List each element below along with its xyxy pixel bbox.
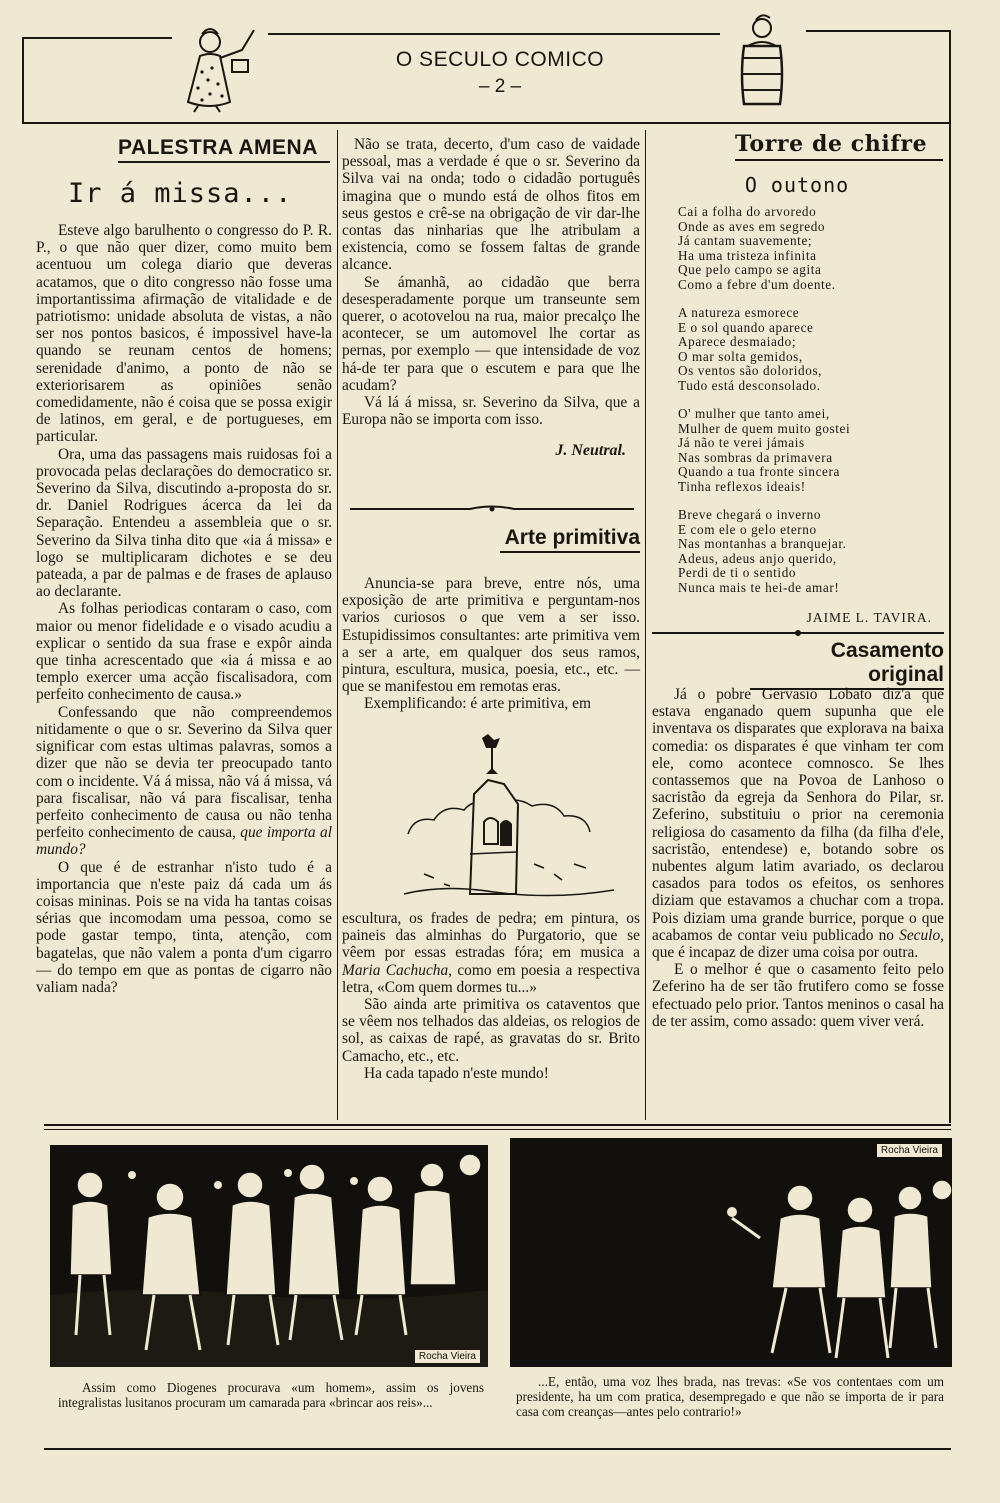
casamento-body xyxy=(652,686,944,1030)
poem-line: O' mulher que tanto amei, xyxy=(678,406,830,421)
cartoon-left xyxy=(50,1145,488,1367)
poem-line: Mulher de quem muito gostei xyxy=(678,420,851,436)
arte-closing: Ha cada tapado n'este mundo! xyxy=(364,1064,549,1082)
poem-title: O outono xyxy=(744,173,850,197)
casamento-paragraph-text: Já o pobre Gervasio Lobato diz'a que estava enganado quem supunha que ele inventava os disparates que explorava na baixa comedia: os disparates é que vinham ter com ele, como acontece comnosco. Se lhes contassemos que na Povoa de Lanhoso o sacristão da egreja da Senhora do Pilar, sr. Zeferino, substituiu o prior na ceremonia religiosa do casamento da filha (da filha d'ele, sacristão, entendese) e, botando sobre os nubentes algum latim avariado, os declarou casados para todos os efeitos, os senhores diziam que estavamos a chuchar com a tropa. Pois diziam uma grande burrice, porque o que acabamos de contar veiu publicado no xyxy=(652,686,944,944)
poem-author: JAIME L. TAVIRA. xyxy=(806,610,932,625)
palestra-paragraph: As folhas periodicas contaram o caso, com maior ou menor fidelidade e o visado acudiu a explicar o sentido da sua frase e expôr ainda que tinha acrescentado que «ia á missa e ao templo exercer uma acção fiscalisadora, com perfeito conhecimento de causa.» xyxy=(36,600,332,704)
ornamental-divider-icon xyxy=(350,504,634,514)
arte-italic-title: Maria Cachucha, xyxy=(342,961,453,979)
poem-line: O mar solta gemidos, xyxy=(678,348,803,364)
palestra-signature: J. Neutral. xyxy=(555,442,626,460)
bottom-rule-2 xyxy=(44,1129,951,1130)
poem-line: E o sol quando aparece xyxy=(678,319,814,335)
footer-rule xyxy=(44,1448,951,1450)
palestra-paragraph: Se ámanhã, ao cidadão que berra desesperadamente porque um transeunte sem querer, o acotovelou na rua, maior precalço lhe acontecer, se um automovel lhe cortar as pernas, por exemplo — que intensidade de voz há-de ter para que o escutem e para que lhe acudam? xyxy=(342,273,640,394)
palestra-continuation xyxy=(342,136,640,460)
arte-body xyxy=(342,575,640,713)
cartoon-left-signature: Rocha Vieira xyxy=(415,1350,480,1363)
poem-line: Como a febre d'um doente. xyxy=(678,276,836,292)
poem-line: Que pelo campo se agita xyxy=(678,262,822,277)
poem-line: Nas sombras da primavera xyxy=(678,449,833,465)
casamento-heading-block xyxy=(750,639,944,689)
poem-line: Breve chegará o inverno xyxy=(678,507,822,522)
top-rule-right xyxy=(806,30,951,32)
poem-stanza xyxy=(678,205,942,292)
arte-underline xyxy=(500,551,640,553)
small-divider-icon xyxy=(652,629,944,637)
torre-heading: Torre de chifre xyxy=(735,131,928,157)
poem-line: Já cantam suavemente; xyxy=(678,233,813,248)
column-divider-1 xyxy=(337,130,338,1120)
top-rule-center xyxy=(268,33,720,35)
masthead-title: O SECULO COMICO xyxy=(395,48,605,71)
torre-heading-block xyxy=(735,131,943,159)
poem-line: Quando a tua fronte sincera xyxy=(678,464,840,479)
arte-paragraph-text: como em poesia a respectiva letra, «Com quem dormes tu...» xyxy=(342,961,641,996)
girl-vignette-icon xyxy=(172,22,262,114)
casamento-paragraph: E o melhor é que o casamento feito pelo Zeferino ha de ser tão frutifero como se fosse efectuado pelo prior. Tantos meninos o casal ha de ter assim, como assado: quem viver verá. xyxy=(652,961,944,1030)
casamento-italic-word: Seculo, xyxy=(899,926,944,944)
arte-paragraph: Anuncia-se para breve, entre nós, uma exposição de arte primitiva e perguntam-nos varios curiosos o que vem a ser isso. Estupidissimos consultantes: arte primitiva vem a ser a arte, em qualquer dos seus ramos, pintura, escultura, musica, poesia, etc., etc. — que se manifestou em remotas eras. xyxy=(342,575,640,696)
arte-paragraph: Exemplificando: é arte primitiva, em xyxy=(364,695,591,713)
arte-paragraph xyxy=(342,910,640,996)
poem-line: Tudo está desconsolado. xyxy=(678,377,821,393)
casamento-paragraph xyxy=(652,686,944,961)
palestra-paragraph: O que é de estranhar n'isto tudo é a importancia que n'este paiz dá cada um ás coisas mininas. Pois se na vida ha tantas coisas sérias que incomodam uma pessoa, como se pode gastar tempo, tinta, atenção, com bagatelas, que não valem a ponta d'um cigarro — do tempo em que as pontas de cigarro não valiam nada? xyxy=(36,858,332,996)
cartoon-left-caption: Assim como Diogenes procurava «um homem», assim os jovens integralistas lusitanos procuram um camarada para «brincar aos reis»... xyxy=(58,1380,484,1410)
arte-paragraph-text: escultura, os frades de pedra; em pintura, os paineis das alminhas do Purgatorio, que se vêem por essas estradas fóra; em musica a xyxy=(342,910,640,962)
poem-line: Onde as aves em segredo xyxy=(678,218,826,234)
frame-right xyxy=(949,30,951,1123)
casamento-heading: Casamento original xyxy=(830,639,944,686)
poem-line: Adeus, adeus anjo querido, xyxy=(678,550,837,566)
arte-paragraph: São ainda arte primitiva os cataventos que se vêem nos telhados das aldeias, os relogios de sol, as caixas de rapé, as gravatas do sr. Brito Camacho, etc., etc. xyxy=(342,996,640,1065)
cartoon-right-drawing xyxy=(510,1138,952,1367)
cartoon-right xyxy=(510,1138,952,1367)
palestra-paragraph: Ora, uma das passagens mais ruidosas foi a provocada pelas declarações do democratico sr. Severino da Silva, discutindo a-proposta do sr. dr. Daniel Rodrigues ácerca da lei da Separação. Entendeu a assembleia que o sr. Severino da Silva tinha dito que «ia á missa» e logo se multiplicaram dichotes e se deu pateada, a par de palmas e de frases de aplauso ao declarante. xyxy=(36,445,332,601)
palestra-italic-phrase: que importa al mundo? xyxy=(36,824,332,859)
barrel-vignette-icon xyxy=(734,12,790,112)
cartoon-right-signature: Rocha Vieira xyxy=(877,1144,942,1157)
arte-heading-block xyxy=(500,526,640,552)
palestra-paragraph: Esteve algo barulhento o congresso do P. R. P., o que não quer dizer, como muito bem acentuou um colega diario que deveras acatamos, que o dito congresso não fosse uma importantissima afirmação de vitalidade e de patriotismo: unidade absoluta de vistas, a não ser nos pontos basicos, é impossivel have-la quando se reunam centos de homens; serenidade d'animo, a ponto de não se exteriorisarem as opiniões senão comedidamente, não é coisa que se possa exigir de latinos, em geral, e de portugueses, em particular. xyxy=(36,222,332,446)
column-divider-2 xyxy=(645,130,646,1120)
palestra-paragraph: Vá lá á missa, sr. Severino da Silva, que a Europa não se importa com isso. xyxy=(342,394,640,429)
poem-stanza xyxy=(678,306,942,393)
poem-line: Tinha reflexos ideais! xyxy=(678,478,806,494)
tower-weathervane-illustration xyxy=(404,734,614,906)
poem-line: Ha uma tristeza infinita xyxy=(678,247,817,263)
page-number: – 2 – xyxy=(478,76,522,97)
poem-stanza xyxy=(678,407,942,494)
palestra-title: Ir á missa... xyxy=(68,178,293,209)
palestra-heading-block xyxy=(118,136,332,162)
palestra-paragraph xyxy=(36,704,332,859)
cartoon-left-drawing xyxy=(50,1145,488,1367)
palestra-heading: PALESTRA AMENA xyxy=(118,136,318,159)
arte-body-continued xyxy=(342,910,640,1082)
casamento-paragraph-text: que é incapaz de dizer uma coisa por outra. xyxy=(652,944,919,962)
palestra-paragraph-text: Confessando que não compreendemos nitidamente o que o sr. Severino da Silva quer significar com estas ultimas palavras, somos a dizer que não se devia ter preocupado tanto com o incidente. Vá á missa, não vá á missa, vá para fiscalisar, não vá para fiscalisar, tenha perfeito conhecimento de causa ou não tenha perfeito conhecimento de causa, xyxy=(36,703,332,842)
poem-line: Os ventos são doloridos, xyxy=(678,363,823,378)
bottom-rule-1 xyxy=(44,1124,951,1126)
top-rule-left xyxy=(22,37,172,39)
poem-line: Perdi de ti o sentido xyxy=(678,565,797,580)
torre-underline xyxy=(735,159,943,161)
arte-heading: Arte primitiva xyxy=(504,526,640,549)
poem-line: Aparece desmaiado; xyxy=(678,334,797,349)
poem-line: E com ele o gelo eterno xyxy=(678,521,817,537)
poem-line: Nunca mais te hei-de amar! xyxy=(678,579,840,595)
poem-body xyxy=(678,205,942,595)
poem-line: Já não te verei jámais xyxy=(678,435,805,450)
poem-line: Cai a folha do arvoredo xyxy=(678,204,817,219)
cartoon-right-caption: ...E, então, uma voz lhes brada, nas trevas: «Se vos contentaes com um presidente, ha um com pratica, desempregado e que não se importa de ir para casa com creanças—antes pelo contrario!» xyxy=(516,1374,944,1419)
palestra-paragraph: Não se trata, decerto, d'um caso de vaidade pessoal, mas a verdade é que o sr. Severino da Silva vai na onda; todo o cidadão português imagina que o mundo está de olhos fitos em seus gestos e crê-se na obrigação de vir dar-lhe contas das ninharias que lhe atribulam a existencia, como se fossem faltas de grande alcance. xyxy=(342,136,640,274)
palestra-underline xyxy=(118,161,330,163)
header-rule xyxy=(24,122,951,124)
poem-stanza xyxy=(678,508,942,595)
poem-line: Nas montanhas a branquejar. xyxy=(678,536,847,551)
poem-line: A natureza esmorece xyxy=(678,305,800,320)
palestra-body xyxy=(36,222,332,996)
